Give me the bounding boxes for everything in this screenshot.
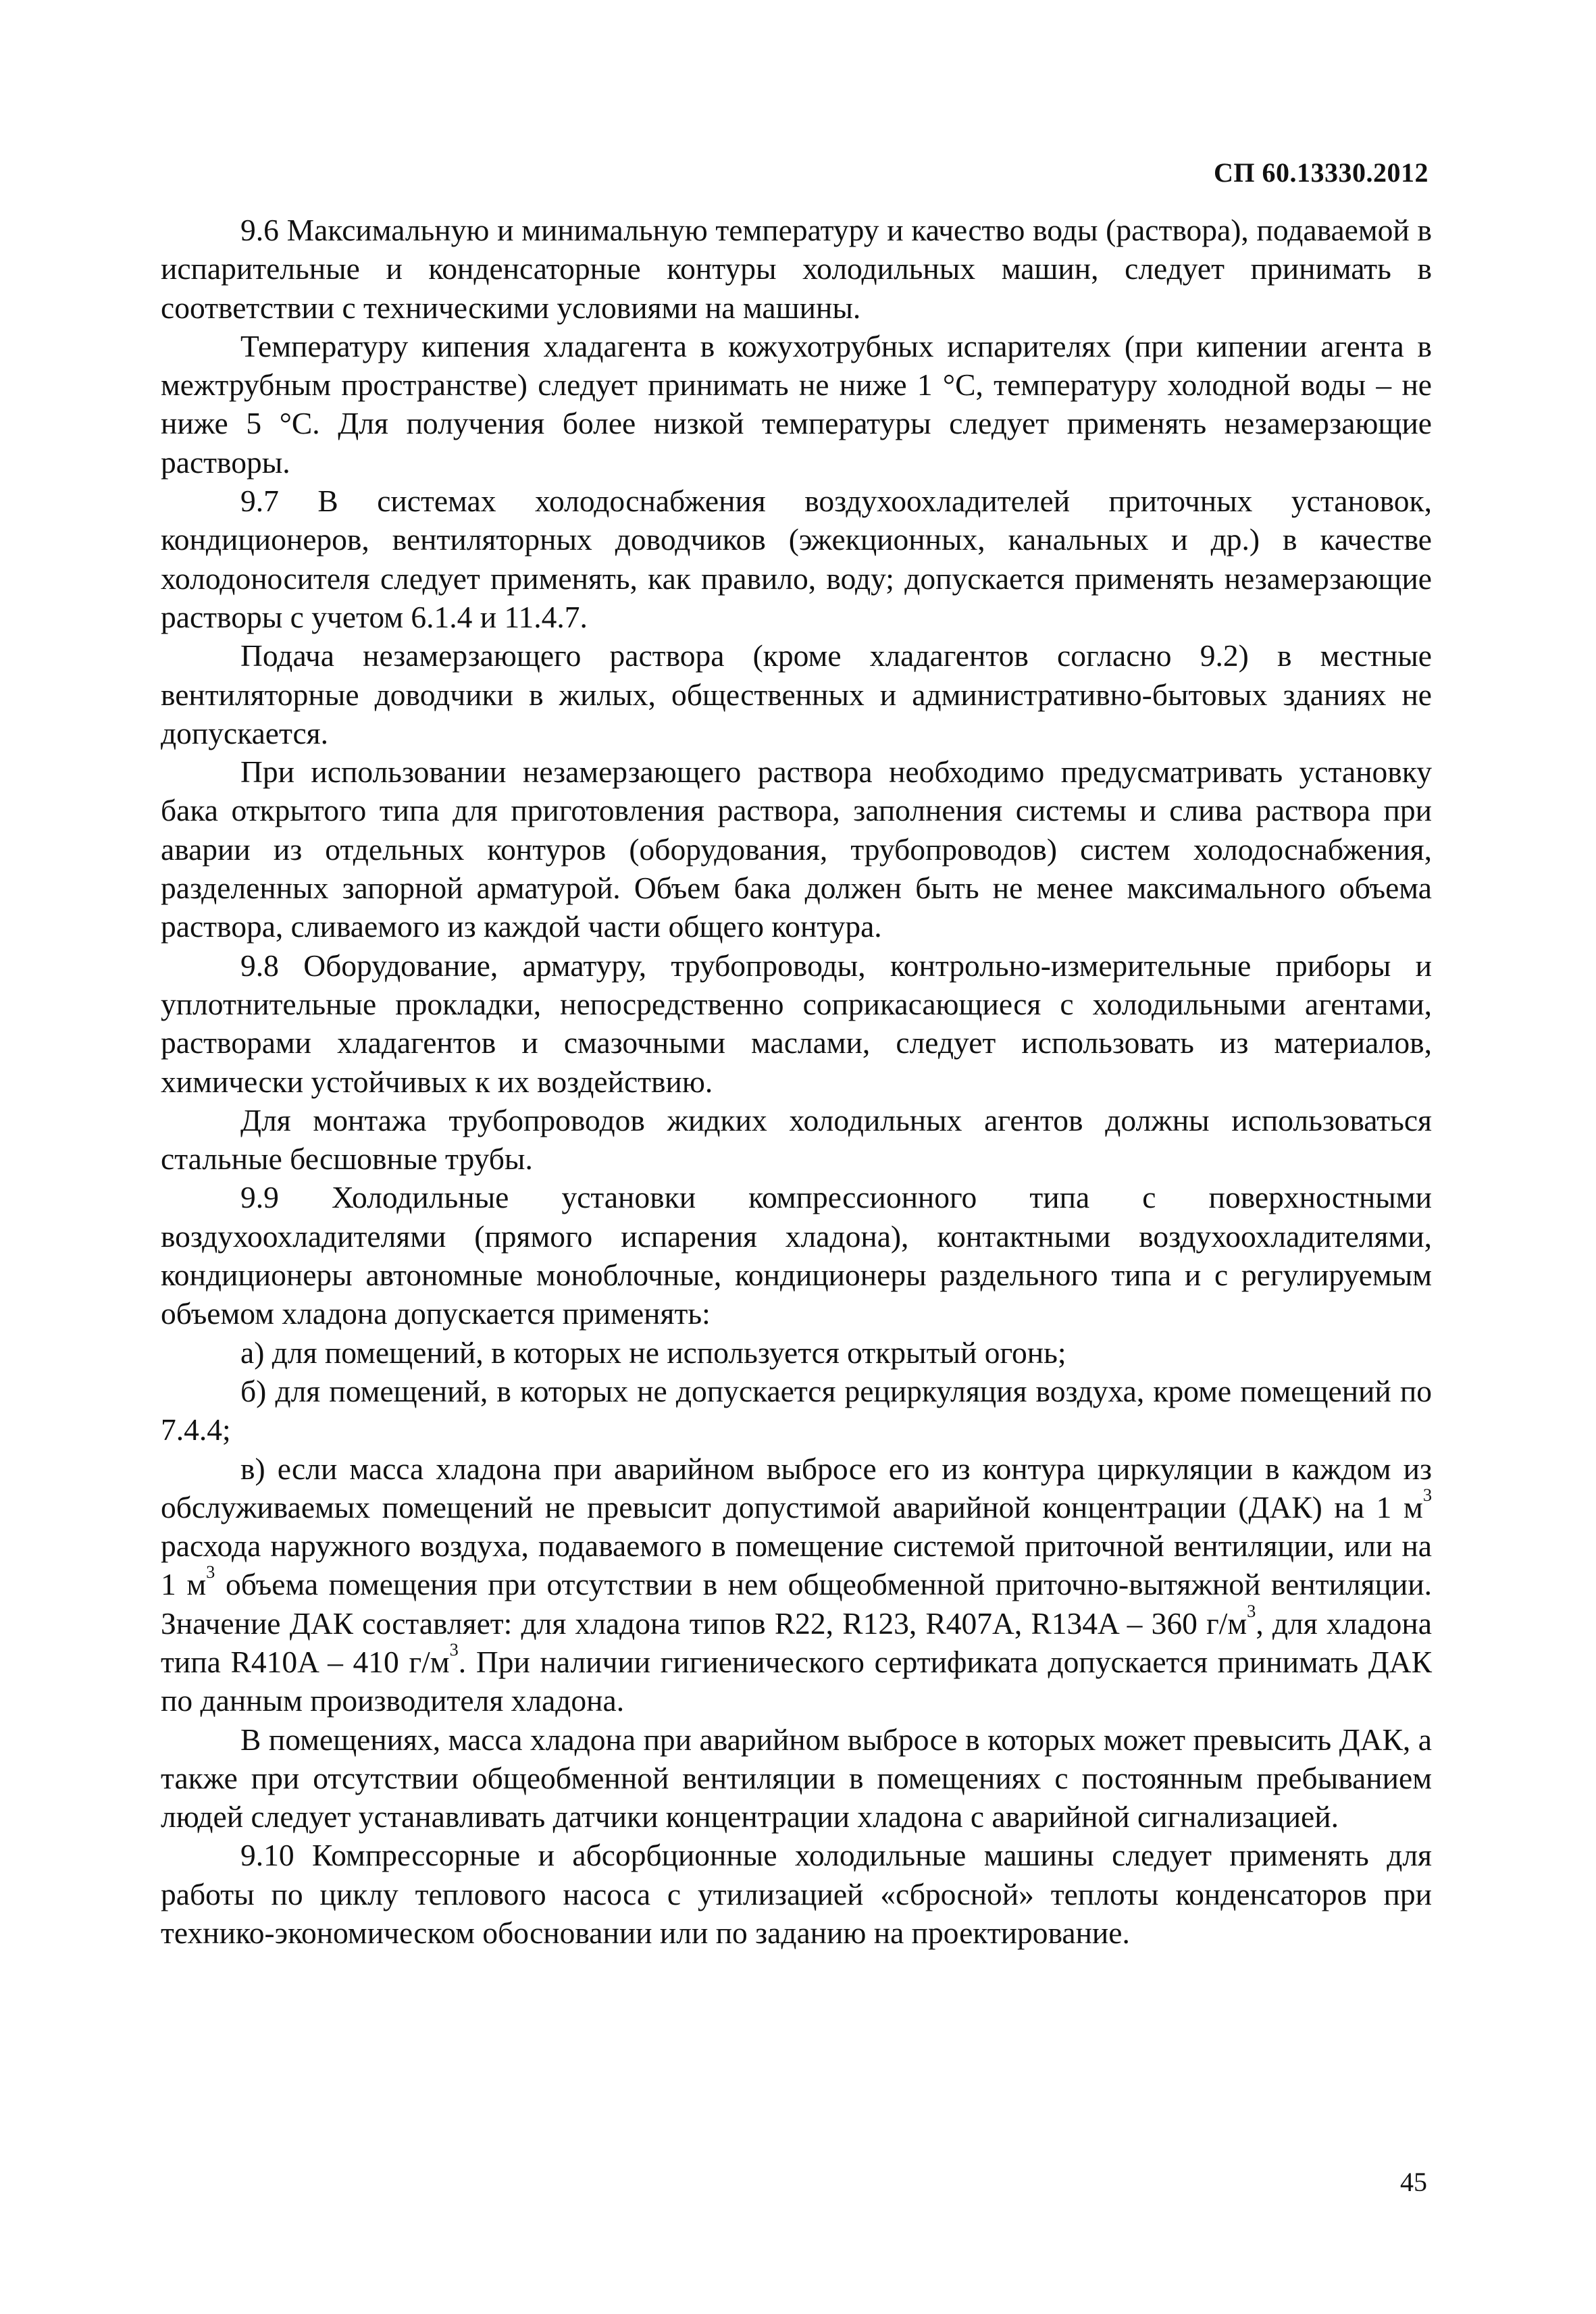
list-item-a: а) для помещений, в которых не используется открытый огонь;: [240, 1335, 1066, 1370]
list-item-v: [161, 1449, 1432, 1720]
paragraph-9-9: 9.9 Холодильные установки компрессионного типа с поверхностными воздухоохладителями (прямого испарения хладона), контактными воздухоохладителями, кондиционеры автономные моноблочные, кондиционеры раздельного типа и с регулируемым объемом хладона допускается применять:: [161, 1180, 1432, 1331]
superscript-cubic: 3: [1247, 1600, 1256, 1621]
list-item-b: б) для помещений, в которых не допускается рециркуляция воздуха, кроме помещений по 7.4.4;: [161, 1373, 1432, 1447]
superscript-cubic: 3: [1422, 1484, 1432, 1505]
list-item-v-text-2: расхода наружного воздуха, подаваемого в помещение системой приточной вентиляции, или на 1 м: [161, 1528, 1432, 1602]
body-text: [161, 211, 1432, 1952]
list-item-v-text-5: . При наличии гигиенического сертификата допускается принимать ДАК по данным производителя хладона.: [161, 1644, 1432, 1718]
superscript-cubic: 3: [206, 1562, 215, 1583]
paragraph-9-10: 9.10 Компрессорные и абсорбционные холодильные машины следует применять для работы по циклу теплового насоса с утилизацией «сбросной» теплоты конденсаторов при технико-экономическом обосновании или по заданию на проектирование.: [161, 1838, 1432, 1951]
superscript-cubic: 3: [449, 1639, 459, 1660]
paragraph-9-7-tank: При использовании незамерзающего раствора необходимо предусматривать установку бака открытого типа для приготовления раствора, заполнения системы и слива раствора при аварии из отдельных контуров (оборудования, трубопроводов) систем холодоснабжения, разделенных запорной арматурой. Объем бака должен быть не менее максимального объема раствора, сливаемого из каждой части общего контура.: [161, 754, 1432, 944]
paragraph-9-7: 9.7 В системах холодоснабжения воздухоохладителей приточных установок, кондиционеров, вентиляторных доводчиков (эжекционных, канальных и др.) в качестве холодоносителя следует применять, как правило, воду; допускается применять незамерзающие растворы с учетом 6.1.4 и 11.4.7.: [161, 484, 1432, 634]
list-item-v-text-1: в) если масса хладона при аварийном выбросе его из контура циркуляции в каждом из обслуживаемых помещений не превысит допустимой аварийной концентрации (ДАК) на 1 м: [161, 1451, 1432, 1524]
list-item-v-text-3: объема помещения при отсутствии в нем общеобменной приточно-вытяжной вентиляции. Значение ДАК составляет: для хладона типов R22, R123, R407A, R134A – 360 г/м: [161, 1567, 1432, 1641]
paragraph-9-8-pipes: Для монтажа трубопроводов жидких холодильных агентов должны использоваться стальные бесшовные трубы.: [161, 1102, 1432, 1177]
paragraph-9-7-antifreeze-supply: Подача незамерзающего раствора (кроме хладагентов согласно 9.2) в местные вентиляторные доводчики в жилых, общественных и административно-бытовых зданиях не допускается.: [161, 638, 1432, 750]
page-number: 45: [1400, 2167, 1427, 2197]
paragraph-9-6: 9.6 Максимальную и минимальную температуру и качество воды (раствора), подаваемой в испарительные и конденсаторные контуры холодильных машин, следует принимать в соответствии с техническими условиями на машины.: [161, 213, 1432, 325]
list-item-v-text-4: , для хладона типа R410A – 410 г/м: [161, 1605, 1432, 1679]
document-code: СП 60.13330.2012: [1214, 157, 1428, 188]
paragraph-9-6-boiling-temperature: Температуру кипения хладагента в кожухотрубных испарителях (при кипении агента в межтрубным пространстве) следует принимать не ниже 1 °С, температуру холодной воды – не ниже 5 °С. Для получения более низкой температуры следует применять незамерзающие растворы.: [161, 328, 1432, 480]
paragraph-9-8: 9.8 Оборудование, арматуру, трубопроводы, контрольно-измерительные приборы и уплотнительные прокладки, непосредственно соприкасающиеся с холодильными агентами, растворами хладагентов и смазочными маслами, следует использовать из материалов, химически устойчивых к их воздействию.: [161, 948, 1432, 1099]
paragraph-9-9-sensors: В помещениях, масса хладона при аварийном выбросе в которых может превысить ДАК, а также при отсутствии общеобменной вентиляции в помещениях с постоянным пребыванием людей следует устанавливать датчики концентрации хладона с аварийной сигнализацией.: [161, 1722, 1432, 1834]
